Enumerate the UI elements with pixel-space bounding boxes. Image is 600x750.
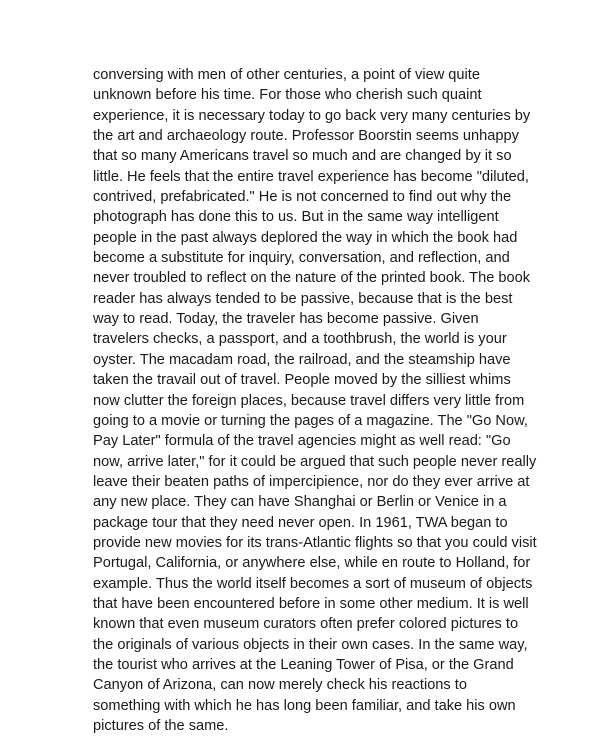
- text-line: photograph has done this to us. But in the same way intelligent: [93, 209, 499, 226]
- text-line: the art and archaeology route. Professor Boorstin seems unhappy: [93, 128, 519, 145]
- text-line: Portugal, California, or anywhere else, while en route to Holland, for: [93, 555, 531, 572]
- text-line: the originals of various objects in their own cases. In the same way,: [93, 636, 528, 653]
- text-line: leave their beaten paths of impercipience, nor do they ever arrive at: [93, 473, 530, 490]
- text-line: little. He feels that the entire travel experience has become "diluted,: [93, 168, 529, 185]
- text-line: Canyon of Arizona, can now merely check his reactions to: [93, 677, 467, 694]
- text-line: experience, it is necessary today to go back very many centuries by: [93, 107, 531, 124]
- text-line: provide new movies for its trans-Atlantic flights so that you could visit: [93, 534, 537, 551]
- text-line: any new place. They can have Shanghai or Berlin or Venice in a: [93, 494, 507, 511]
- text-line: that so many Americans travel so much and are changed by it so: [93, 148, 512, 165]
- text-line: example. Thus the world itself becomes a sort of museum of objects: [93, 575, 533, 592]
- text-line: that have been encountered before in some other medium. It is well: [93, 595, 529, 612]
- text-line: reader has always tended to be passive, because that is the best: [93, 290, 513, 307]
- text-line: the tourist who arrives at the Leaning Tower of Pisa, or the Grand: [93, 656, 514, 673]
- text-line: travelers checks, a passport, and a toothbrush, the world is your: [93, 331, 507, 348]
- text-line: something with which he has long been familiar, and take his own: [93, 697, 516, 714]
- text-line: never troubled to reflect on the nature of the printed book. The book: [93, 270, 531, 287]
- body-text: [93, 65, 537, 736]
- text-line: people in the past always deplored the way in which the book had: [93, 229, 518, 246]
- text-line: contrived, prefabricated." He is not concerned to find out why the: [93, 189, 512, 206]
- text-line: now, arrive later," for it could be argued that such people never really: [93, 453, 537, 470]
- text-line: going to a movie or turning the pages of a magazine. The "Go Now,: [93, 412, 528, 429]
- text-line: unknown before his time. For those who cherish such quaint: [93, 87, 482, 104]
- text-line: way to read. Today, the traveler has become passive. Given: [93, 311, 479, 328]
- text-line: taken the travail out of travel. People moved by the silliest whims: [93, 372, 511, 389]
- text-line: package tour that they need never open. In 1961, TWA began to: [93, 514, 508, 531]
- text-line: known that even museum curators often prefer colored pictures to: [93, 616, 519, 633]
- text-line: oyster. The macadam road, the railroad, and the steamship have: [93, 351, 511, 368]
- text-line: become a substitute for inquiry, conversation, and reflection, and: [93, 250, 510, 267]
- text-line: pictures of the same.: [93, 718, 229, 734]
- text-line: now clutter the foreign places, because travel differs very little from: [93, 392, 525, 409]
- text-line: conversing with men of other centuries, a point of view quite: [93, 67, 480, 83]
- text-line: Pay Later" formula of the travel agencies might as well read: "Go: [93, 433, 511, 450]
